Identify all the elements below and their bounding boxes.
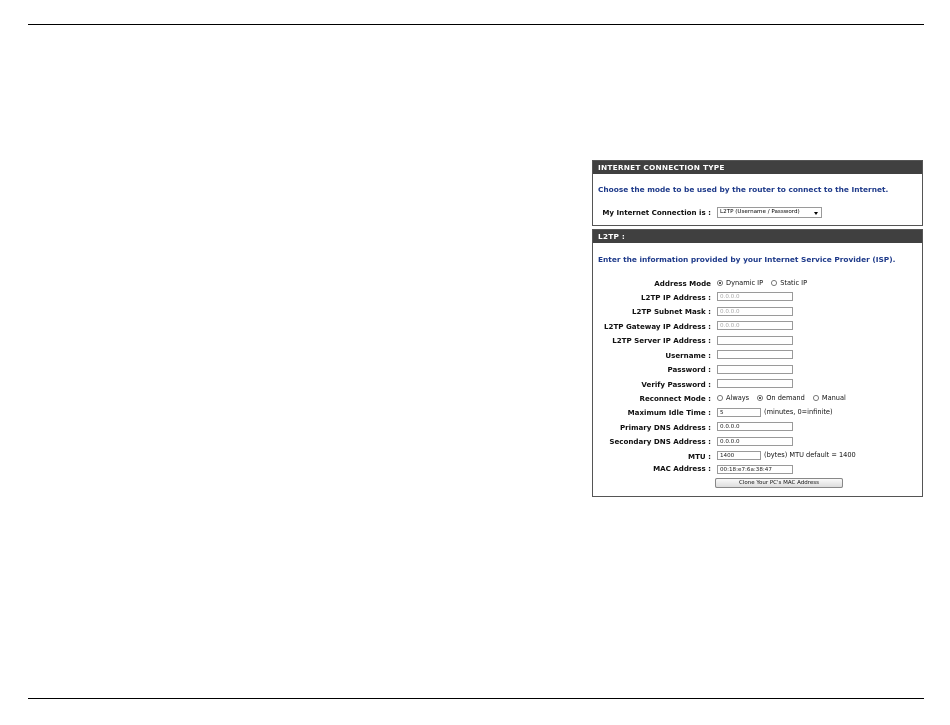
static-ip-radio[interactable]	[771, 280, 777, 286]
password-input[interactable]	[717, 365, 793, 374]
gateway-input[interactable]: 0.0.0.0	[717, 321, 793, 330]
primary-dns-input[interactable]: 0.0.0.0	[717, 422, 793, 431]
verify-password-label: Verify Password :	[641, 380, 711, 389]
subnet-mask-label: L2TP Subnet Mask :	[631, 307, 711, 316]
secondary-dns-input[interactable]: 0.0.0.0	[717, 437, 793, 446]
mtu-note: (bytes) MTU default = 1400	[764, 451, 856, 459]
mtu-label: MTU :	[688, 452, 711, 461]
verify-password-input[interactable]	[717, 379, 793, 388]
mac-address-label: MAC Address :	[653, 464, 711, 473]
on-demand-label: On demand	[766, 394, 805, 402]
connection-type-panel	[592, 160, 923, 226]
bottom-rule	[28, 698, 924, 699]
static-ip-label: Static IP	[780, 279, 808, 287]
idle-time-note: (minutes, 0=infinite)	[764, 408, 833, 416]
server-ip-input[interactable]	[717, 336, 793, 345]
manual-radio[interactable]	[813, 395, 819, 401]
primary-dns-label: Primary DNS Address :	[619, 423, 711, 432]
mtu-input[interactable]: 1400	[717, 451, 761, 460]
ip-address-input[interactable]: 0.0.0.0	[717, 292, 793, 301]
address-mode-group	[717, 279, 813, 288]
server-ip-label: L2TP Server IP Address :	[612, 336, 711, 345]
secondary-dns-label: Secondary DNS Address :	[609, 437, 711, 446]
ip-address-label: L2TP IP Address :	[641, 293, 711, 302]
always-radio[interactable]	[717, 395, 723, 401]
manual-label: Manual	[821, 394, 846, 402]
l2tp-panel	[592, 229, 923, 497]
mac-address-input[interactable]: 00:18:e7:6a:38:47	[717, 465, 793, 474]
clone-mac-button[interactable]: Clone Your PC's MAC Address	[715, 478, 843, 488]
username-input[interactable]	[717, 350, 793, 359]
always-label: Always	[726, 394, 750, 402]
reconnect-mode-group	[717, 394, 852, 403]
idle-time-label: Maximum Idle Time :	[627, 408, 711, 417]
connection-type-select[interactable]	[717, 207, 822, 218]
l2tp-intro: Enter the information provided by your Internet Service Provider (ISP).	[598, 255, 896, 264]
address-mode-label: Address Mode	[654, 279, 711, 288]
l2tp-header: L2TP :	[593, 230, 922, 243]
username-label: Username :	[665, 351, 711, 360]
subnet-mask-input[interactable]: 0.0.0.0	[717, 307, 793, 316]
connection-type-header: INTERNET CONNECTION TYPE	[593, 161, 922, 174]
reconnect-mode-label: Reconnect Mode :	[639, 394, 711, 403]
idle-time-input[interactable]: 5	[717, 408, 761, 417]
dynamic-ip-label: Dynamic IP	[726, 279, 764, 287]
on-demand-radio[interactable]	[757, 395, 763, 401]
connection-label: My Internet Connection is :	[602, 208, 711, 217]
connection-type-value: L2TP (Username / Password)	[720, 209, 800, 215]
connection-type-intro: Choose the mode to be used by the router to connect to the Internet.	[598, 185, 889, 194]
password-label: Password :	[667, 365, 711, 374]
chevron-down-icon	[814, 212, 818, 215]
dynamic-ip-radio[interactable]	[717, 280, 723, 286]
top-rule	[28, 24, 924, 25]
gateway-label: L2TP Gateway IP Address :	[603, 322, 711, 331]
